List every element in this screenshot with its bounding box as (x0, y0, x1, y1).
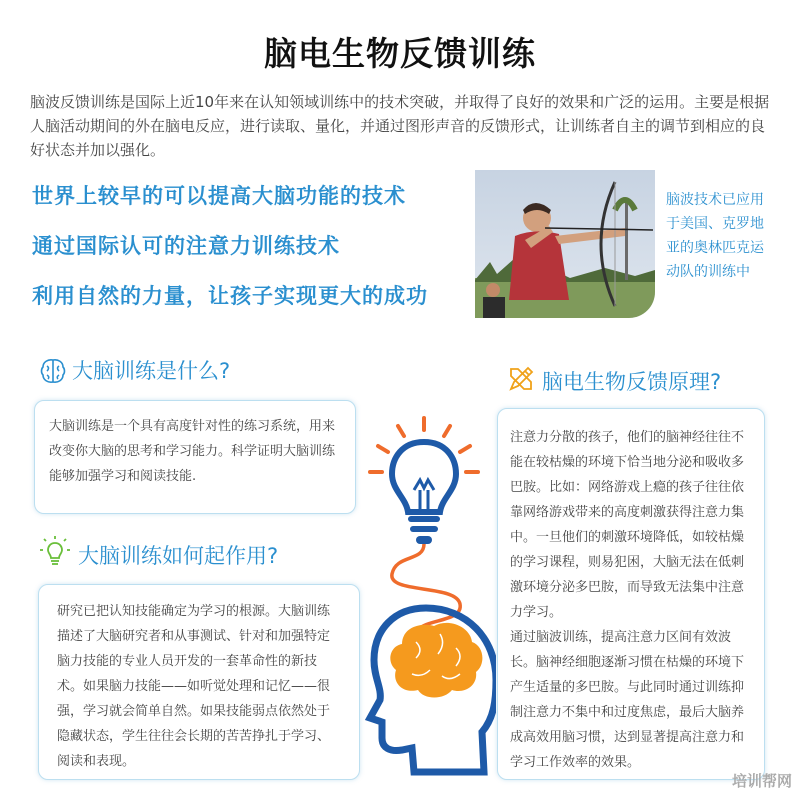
archer-photo (475, 170, 655, 318)
photo-caption: 脑波技术已应用于美国、克罗地亚的奥林匹克运动队的训练中 (666, 192, 764, 280)
slogan-1: 世界上较早的可以提高大脑功能的技术 (32, 184, 406, 208)
section-box-how (38, 584, 360, 780)
section-box-what (34, 400, 356, 514)
section-paragraph-principle-1: 注意力分散的孩子，他们的脑神经往往不能在较枯燥的环境下恰当地分泌和吸收多巴胺。比如：网络游戏上瘾的孩子往往依靠网络游戏带来的高度刺激获得注意力集中。一旦他们的刺激环境降低，如较枯燥的学习课程，则易犯困，大脑无法在低刺激环境分泌多巴胺，而导致无法集中注意力学习。 (510, 430, 745, 620)
section-title-how: 大脑训练如何起作用? (78, 544, 279, 568)
page-title: 脑电生物反馈训练 (264, 34, 536, 73)
slogan-3: 利用自然的力量，让孩子实现更大的成功 (32, 284, 428, 308)
slogan-2: 通过国际认可的注意力训练技术 (32, 234, 340, 258)
lightbulb-icon (38, 534, 72, 572)
section-paragraph-principle-2: 通过脑波训练，提高注意力区间有效波长。脑神经细胞逐渐习惯在枯燥的环境下产生适量的多巴胺。与此同时通过训练抑制注意力不集中和过度焦虑，最后大脑养成高效用脑习惯，达到显著提高注意力和学习工作效率的效果。 (510, 630, 745, 770)
section-body-what: 大脑训练是一个具有高度针对性的练习系统，用来改变你大脑的思考和学习能力。科学证明大脑训练能够加强学习和阅读技能. (49, 419, 336, 484)
section-box-principle (497, 408, 765, 780)
brain-icon (38, 356, 68, 390)
section-title-principle: 脑电生物反馈原理? (542, 370, 722, 394)
head-lightbulb-illustration (356, 412, 496, 786)
section-title-what: 大脑训练是什么? (72, 359, 231, 383)
intro-paragraph: 脑波反馈训练是国际上近10年来在认知领域训练中的技术突破，并取得了良好的效果和广泛的运用。主要是根据人脑活动期间的外在脑电反应，进行读取、量化，并通过图形声音的反馈形式，让训练者自主的调节到相应的良好状态并加以强化。 (30, 93, 770, 159)
section-body-how: 研究已把认知技能确定为学习的根源。大脑训练描述了大脑研究者和从事测试、针对和加强特定脑力技能的专业人员开发的一套革命性的新技术。如果脑力技能——如听觉处理和记忆——很强，学习就会简单自然。如果技能弱点依然处于隐藏状态，学生往往会长期的苦苦挣扎于学习、阅读和表现。 (57, 604, 331, 769)
pencil-ruler-icon (506, 364, 536, 398)
watermark: 培训帮网 (731, 772, 792, 790)
